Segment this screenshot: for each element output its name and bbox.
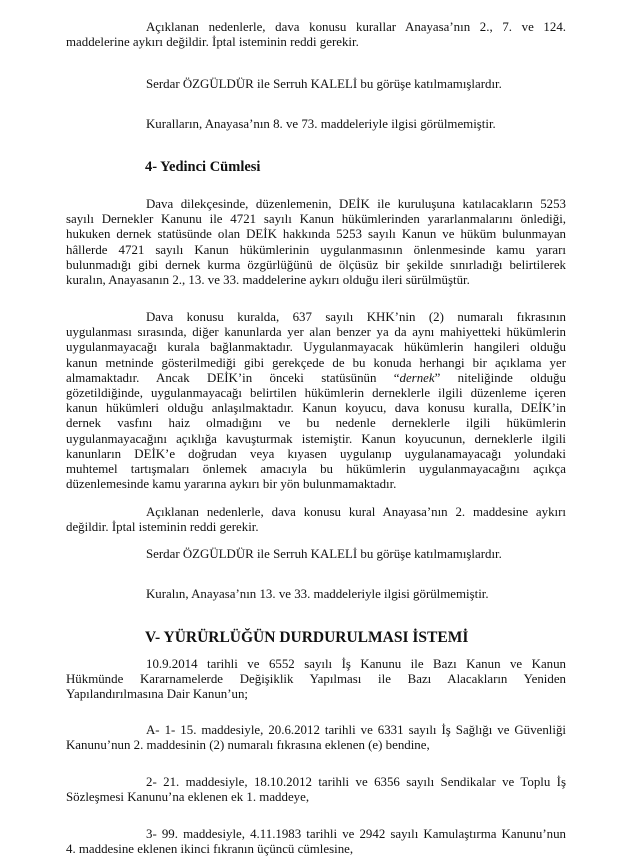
text-line: kanun metninde gösterilmediği gibi gerekçede de bu konuda herhangi bir açıklama yer [66, 355, 566, 370]
text-line: kanun hükümleri olduğu anlaşılmaktadır. Kanun koyucu, dava konusu kuralla, DEİK’in [66, 401, 566, 416]
text-line: 2- 21. maddesiyle, 18.10.2012 tarihli ve 6356 sayılı Sendikalar ve Toplu İş [146, 775, 566, 789]
paragraph-dissent-1 [66, 77, 566, 92]
text-line: Yapılandırılmasına Dair Kanun’un; [66, 687, 248, 702]
paragraph-petition-claim [66, 197, 566, 288]
paragraph-irrelevance-1 [66, 117, 566, 132]
text-line: maddelerine aykırı değildir. İptal isteminin reddi gerekir. [66, 35, 359, 50]
text-line: gözetildiğinde, uygulanmayacağı belirtilen hükümlerin derneklerle ilgili düzenleme içeren [66, 386, 566, 401]
paragraph-item-2 [66, 775, 566, 805]
paragraph-dissent-2 [66, 547, 566, 562]
text-line: Serdar ÖZGÜLDÜR ile Serruh KALELİ bu görüşe katılmamışlardır. [146, 547, 502, 561]
text-line: Kanunu’nun 2. maddesinin (2) numaralı fıkrasına eklenen (e) bendine, [66, 738, 430, 753]
text-line: muhtemel tartışmaları önlemek amacıyla bu hükümlerin uygulanmayacağını açıkça [66, 462, 566, 477]
paragraph-item-a1 [66, 723, 566, 753]
text-line: kuralın, Anayasanın 2., 13. ve 33. maddelerine aykırı olduğu ileri sürülmüştür. [66, 273, 470, 288]
text-line: Serdar ÖZGÜLDÜR ile Serruh KALELİ bu görüşe katılmamışlardır. [146, 77, 502, 91]
text-line: uygulanmayacağı kurala bağlanmaktadır. Uygulanmayacak hükümlerin hangileri olduğu [66, 340, 566, 355]
text-line-with-italic [66, 371, 566, 386]
text-line: Hükmünde Kararnamelerde Değişiklik Yapılması ile Bazı Alacakların Yeniden [66, 672, 566, 687]
text-line: Kuralların, Anayasa’nın 8. ve 73. maddeleriyle ilgisi görülmemiştir. [146, 117, 496, 131]
section-heading-stay-of-execution: V- YÜRÜRLÜĞÜN DURDURULMASI İSTEMİ [145, 629, 469, 646]
text-line: bulunmadığı gibi dernek kurma özgürlüğünü de ölçüsüz bir şekilde sınırladığı belirtilerek [66, 257, 566, 272]
paragraph-item-3 [66, 827, 566, 857]
italic-term: dernek [399, 370, 435, 385]
text-line: kanunların DEİK’e doğrudan veya kıyasen uygulanıp uygulanamayacağı yolundaki [66, 446, 566, 461]
text-line: Dava konusu kuralda, 637 sayılı KHK’nin (2) numaralı fıkrasının [146, 310, 566, 324]
paragraph-irrelevance-2 [66, 587, 566, 602]
text-line: 3- 99. maddesiyle, 4.11.1983 tarihli ve 2942 sayılı Kamulaştırma Kanunu’nun [146, 827, 566, 841]
paragraph-law-6552 [66, 657, 566, 703]
paragraph-conclusion-1 [66, 20, 566, 50]
text-line: düzenlemesinde kamu yararına aykırı bir yön bulunmamaktadır. [66, 477, 397, 492]
text-line: uygulanması sırasında, diğer kanunlarda yer alan benzer ya da aynı mahiyetteki hükümlerin [66, 325, 566, 340]
text-line: hukuken dernek statüsünde olan DEİK hakkında 5253 sayılı Kanun ve hüküm bulunmayan [66, 227, 566, 242]
paragraph-court-assessment [66, 310, 566, 492]
text-line: Dava dilekçesinde, düzenlemenin, DEİK ile kuruluşuna katılacakların 5253 [146, 197, 566, 211]
text-line: Açıklanan nedenlerle, dava konusu kurallar Anayasa’nın 2., 7. ve 124. [146, 20, 566, 34]
text-line: hâllerde 4721 sayılı Kanun hükümlerinin uygulanmasının önlenmesinde kamu yararı [66, 242, 566, 257]
text-line: Kuralın, Anayasa’nın 13. ve 33. maddeleriyle ilgisi görülmemiştir. [146, 587, 489, 601]
text-segment: ” niteliğinde olduğu [434, 370, 566, 385]
text-line: uygulanmayacağını açıklığa kavuşturmak istemiştir. Kanun koyucunun, derneklerle ilgili [66, 431, 566, 446]
text-segment: almamaktadır. Ancak DEİK’in önceki statüsünün “ [66, 370, 400, 385]
text-line: dernek vasfını haiz olmadığını ve bu nedenle derneklerle ilgili hükümlerin [66, 416, 566, 431]
text-line: 4. maddesine eklenen ikinci fıkranın üçüncü cümlesine, [66, 842, 354, 857]
text-line: 10.9.2014 tarihli ve 6552 sayılı İş Kanunu ile Bazı Kanun ve Kanun [146, 657, 566, 671]
paragraph-conclusion-2 [66, 505, 566, 535]
section-heading-yedinci-cumlesi: 4- Yedinci Cümlesi [145, 159, 261, 175]
text-line: değildir. İptal isteminin reddi gerekir. [66, 520, 259, 535]
text-line: Sözleşmesi Kanunu’na eklenen ek 1. maddeye, [66, 790, 310, 805]
text-line: sayılı Dernekler Kanunu ile 4721 sayılı Kanun hükümlerinden yararlanmalarını önlediği, [66, 212, 566, 227]
text-line: A- 1- 15. maddesiyle, 20.6.2012 tarihli ve 6331 sayılı İş Sağlığı ve Güvenliği [146, 723, 566, 737]
text-line: Açıklanan nedenlerle, dava konusu kural Anayasa’nın 2. maddesine aykırı [146, 505, 566, 519]
